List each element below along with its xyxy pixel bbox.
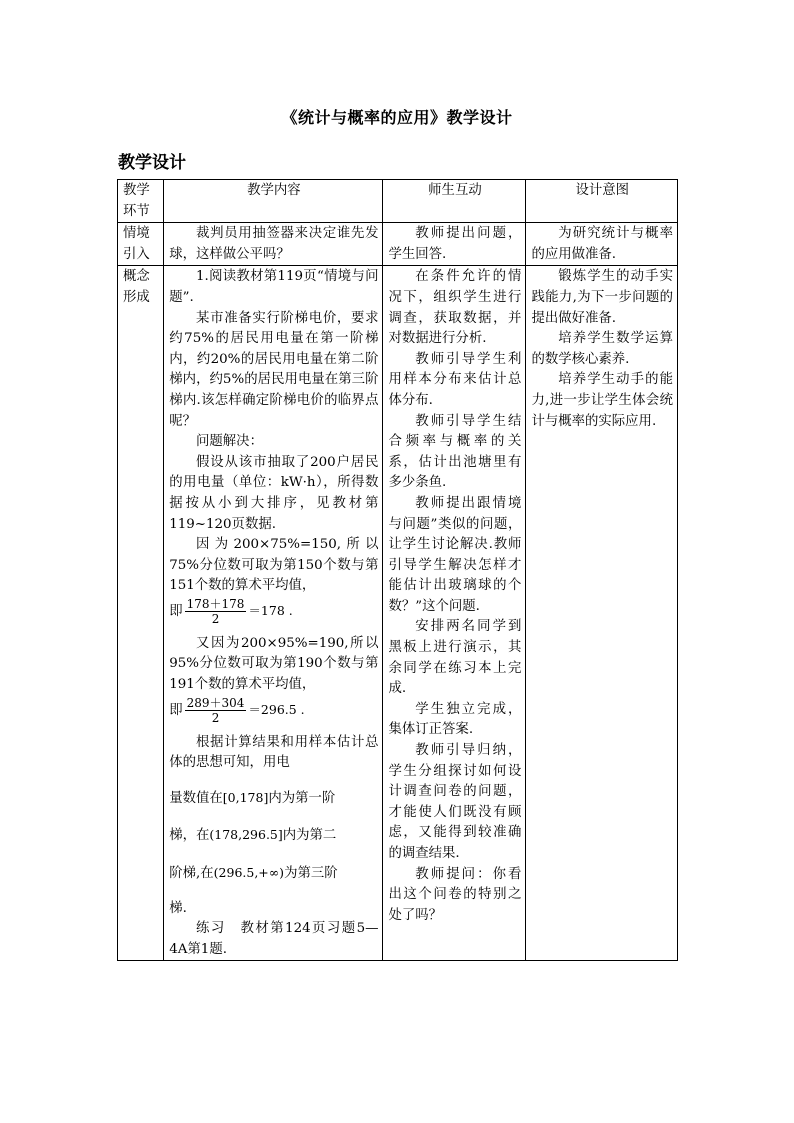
- interaction-cell: [383, 223, 526, 266]
- interval-math: (296.5,+∞): [213, 865, 285, 881]
- content-paragraph: 问题解决：: [196, 434, 263, 450]
- interaction-text: 教师提出问题，学生回答.: [388, 226, 522, 262]
- content-text: 裁判员用抽签器来决定谁先发球，这样做公平吗？: [169, 226, 379, 262]
- interval-text: 内为第二: [282, 828, 337, 844]
- interval-line: [169, 788, 378, 810]
- content-paragraph: 梯.: [169, 900, 187, 916]
- interaction-text: 学生独立完成，集体订正答案.: [388, 701, 522, 738]
- interval-text: 内为第一阶: [268, 790, 336, 806]
- formula-line: [169, 597, 378, 626]
- intent-text: 锻炼学生的动手实践能力,为下一步问题的提出做好准备.: [531, 269, 673, 326]
- interaction-text: 在条件允许的情况下，组织学生进行调查，获取数据，并对数据进行分析.: [388, 269, 522, 347]
- stage-cell: 概念形成: [118, 266, 164, 961]
- fraction-numerator: 178＋178: [186, 596, 245, 611]
- intent-text: 为研究统计与概率的应用做准备.: [531, 226, 673, 262]
- interval-text: 阶梯,在: [169, 866, 214, 882]
- section-heading: 教学设计: [118, 153, 186, 173]
- fraction-denominator: 2: [211, 611, 220, 626]
- header-interaction: 师生互动: [383, 180, 526, 223]
- header-stage: 教学环节: [118, 180, 164, 223]
- document-title: 《统计与概率的应用》教学设计: [281, 108, 513, 127]
- interaction-cell: [383, 266, 526, 961]
- interaction-text: 教师提问：你看出这个问卷的特别之处了吗？: [388, 866, 522, 923]
- intent-cell: [526, 223, 678, 266]
- formula-line: [169, 696, 378, 725]
- interval-math: (178,296.5]: [209, 827, 283, 843]
- content-paragraph: 又因为200×95%=190,所以95%分位数可取为第190个数与第191个数的算术平均值，: [169, 635, 379, 693]
- header-content: 教学内容: [164, 180, 383, 223]
- stage-cell: 情境引入: [118, 223, 164, 266]
- content-paragraph: 练习 教材第124页习题5—4A第1题.: [169, 921, 379, 957]
- fraction: [185, 696, 247, 725]
- formula-result: ＝296.5 .: [248, 701, 305, 717]
- interaction-text: 教师提出跟情境与问题”类似的问题，让学生讨论解决.教师引导学生解决怎样才能估计出玻璃球的个数？”这个问题.: [388, 495, 522, 614]
- interval-line: [169, 863, 378, 885]
- intent-text: 培养学生数学运算的数学核心素养.: [531, 331, 673, 367]
- table-row-intro: [118, 223, 678, 266]
- interval-text: 为第三阶: [284, 866, 338, 882]
- interval-line: [169, 825, 378, 847]
- content-paragraph: 因为200×75%=150,所以75%分位数可取为第150个数与第151个数的算术平均值，: [169, 537, 379, 594]
- interaction-text: 安排两名同学到黑板上进行演示，其余同学在练习本上完成.: [388, 619, 522, 697]
- table-header-row: [118, 180, 678, 223]
- fraction-numerator: 289＋304: [186, 695, 245, 710]
- header-intent: 设计意图: [526, 180, 678, 223]
- fraction: [185, 597, 247, 626]
- interaction-text: 教师引导学生利用样本分布来估计总体分布.: [388, 351, 522, 408]
- content-paragraph: 某市准备实行阶梯电价，要求约75%的居民用电量在第一阶梯内，约20%的居民用电量在第二阶梯内，约5%的居民用电量在第三阶梯内.该怎样确定阶梯电价的临界点呢？: [169, 310, 379, 429]
- intent-text: 培养学生动手的能力,进一步让学生体会统计与概率的实际应用.: [531, 372, 673, 429]
- formula-result: ＝178 .: [248, 602, 293, 618]
- content-paragraph: 假设从该市抽取了200户居民的用电量（单位：kW·h），所得数据按从小到大排序，见教材第119~120页数据.: [169, 454, 379, 532]
- table-row-concept: [118, 266, 678, 961]
- content-cell: [164, 266, 383, 961]
- formula-lead: 即: [169, 603, 183, 619]
- formula-lead: 即: [169, 702, 183, 718]
- interval-text: 量数值在: [169, 790, 223, 806]
- content-paragraph: 根据计算结果和用样本估计总体的思想可知，用电: [169, 734, 379, 771]
- interval-text: 梯，在: [169, 828, 210, 844]
- interaction-text: 教师引导学生结合频率与概率的关系，估计出池塘里有多少条鱼.: [388, 413, 522, 491]
- interaction-text: 教师引导归纳，学生分组探讨如何设计调查问卷的问题，才能使人们既没有顾虑，又能得到较准确的调查结果.: [388, 743, 522, 861]
- interval-math: [0,178]: [222, 789, 269, 805]
- intent-cell: [526, 266, 678, 961]
- fraction-denominator: 2: [211, 710, 220, 725]
- content-paragraph: 1.阅读教材第119页“情境与问题”.: [169, 269, 379, 305]
- lesson-design-table: [117, 179, 678, 961]
- content-cell: [164, 223, 383, 266]
